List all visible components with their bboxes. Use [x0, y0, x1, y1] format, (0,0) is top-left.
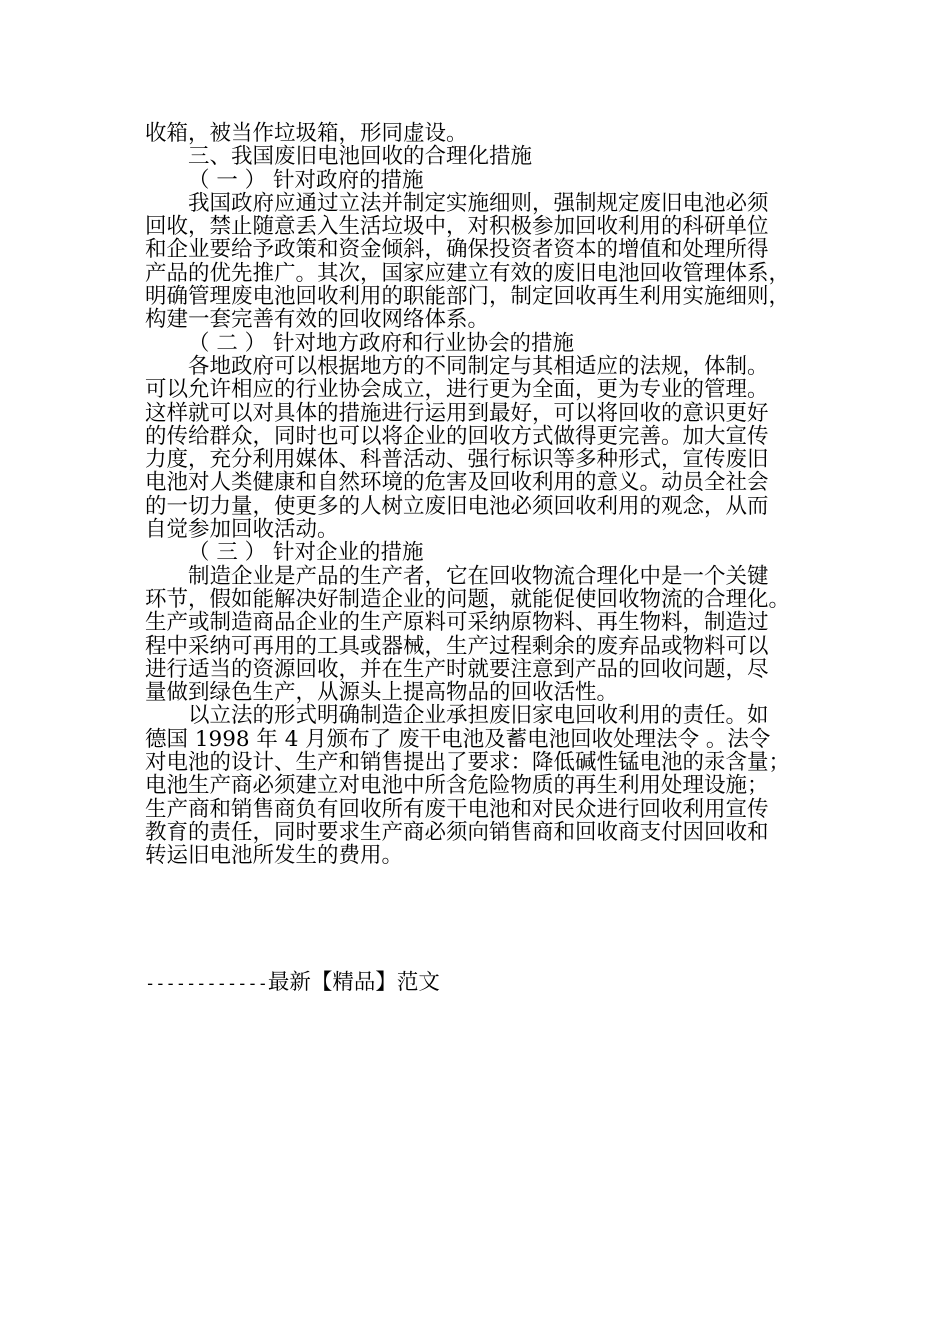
text-line: 生产或制造商品企业的生产原料可采纳原物料、再生物料，制造过: [145, 610, 769, 636]
text-line: 各地政府可以根据地方的不同制定与其相适应的法规，体制。: [188, 353, 769, 379]
document-body: [145, 122, 805, 868]
footer-dashes: ------------: [145, 974, 268, 994]
page-footer: [145, 970, 440, 997]
text-line: 制造企业是产品的生产者，它在回收物流合理化中是一个关键: [188, 563, 769, 589]
text-line: 可以允许相应的行业协会成立，进行更为全面，更为专业的管理。: [145, 377, 769, 403]
text-line: 生产商和销售商负有回收所有废干电池和对民众进行回收利用宣传: [145, 796, 769, 822]
subsection-heading: （ 三 ） 针对企业的措施: [188, 540, 424, 566]
text-line: 这样就可以对具体的措施进行运用到最好，可以将回收的意识更好: [145, 400, 769, 426]
text-line: 的一切力量，使更多的人树立废旧电池必须回收利用的观念，从而: [145, 493, 769, 519]
text-line: 收箱，被当作垃圾箱，形同虚设。: [145, 121, 468, 146]
section-heading: 三、我国废旧电池回收的合理化措施: [188, 144, 533, 170]
text-line: 自觉参加回收活动。: [145, 517, 339, 543]
text-line: 回收，禁止随意丢入生活垃圾中，对积极参加回收利用的科研单位: [145, 214, 769, 240]
footer-text: 最新【精品】范文: [267, 970, 440, 995]
text-line: 产品的优先推广。其次，国家应建立有效的废旧电池回收管理体系，: [145, 260, 791, 286]
text-line: 明确管理废电池回收利用的职能部门，制定回收再生利用实施细则，: [145, 284, 791, 310]
subsection-heading: （ 二 ） 针对地方政府和行业协会的措施: [188, 330, 575, 356]
text-line: 的传给群众，同时也可以将企业的回收方式做得更完善。加大宣传: [145, 423, 769, 449]
text-line: 转运旧电池所发生的费用。: [145, 843, 404, 869]
subsection-heading: （ 一 ） 针对政府的措施: [188, 167, 424, 193]
text-line: 程中采纳可再用的工具或器械，生产过程剩余的废弃品或物料可以: [145, 633, 769, 659]
text-line: 环节，假如能解决好制造企业的问题，就能促使回收物流的合理化。: [145, 586, 791, 612]
text-line: 构建一套完善有效的回收网络体系。: [145, 307, 490, 333]
text-line: 对电池的设计、生产和销售提出了要求：降低碱性锰电池的汞含量；: [145, 750, 791, 776]
text-line: 以立法的形式明确制造企业承担废旧家电回收利用的责任。如: [188, 703, 769, 729]
text-line: 我国政府应通过立法并制定实施细则，强制规定废旧电池必须: [188, 190, 769, 216]
text-line: 德国 1998 年 4 月颁布了 废干电池及蓄电池回收处理法令 。法令: [145, 726, 771, 752]
text-line: 量做到绿色生产，从源头上提高物品的回收活性。: [145, 680, 619, 706]
text-line: 和企业要给予政策和资金倾斜，确保投资者资本的增值和处理所得: [145, 237, 769, 263]
text-line: 力度，充分利用媒体、科普活动、强行标识等多种形式，宣传废旧: [145, 447, 769, 473]
text-line: 电池生产商必须建立对电池中所含危险物质的再生利用处理设施；: [145, 773, 769, 799]
text-line: 电池对人类健康和自然环境的危害及回收利用的意义。动员全社会: [145, 470, 769, 496]
text-line: 进行适当的资源回收，并在生产时就要注意到产品的回收问题，尽: [145, 656, 769, 682]
text-line: 教育的责任，同时要求生产商必须向销售商和回收商支付因回收和: [145, 819, 769, 845]
